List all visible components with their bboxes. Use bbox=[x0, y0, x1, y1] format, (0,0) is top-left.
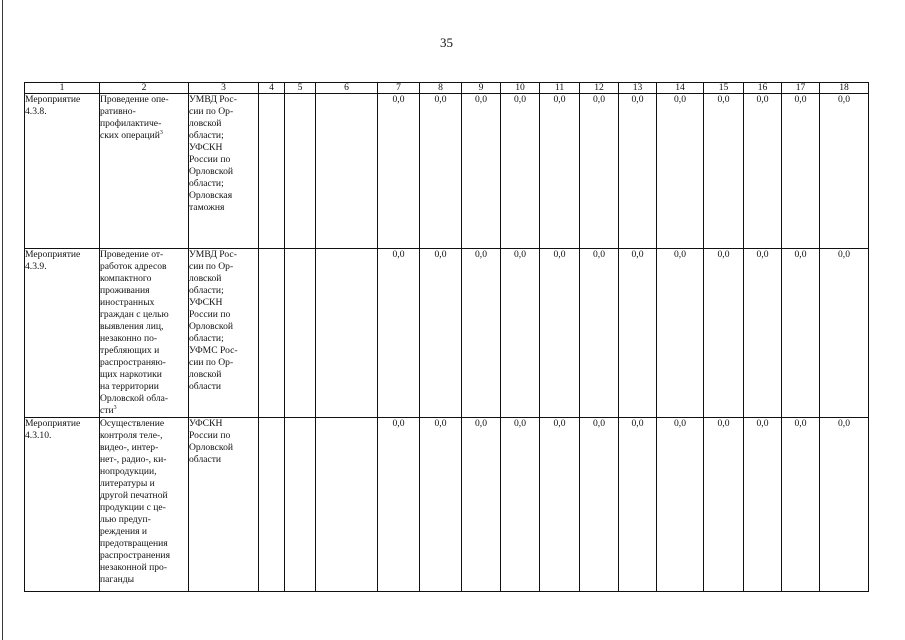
value-cell: 0,0 bbox=[619, 94, 657, 249]
value-cell: 0,0 bbox=[744, 418, 782, 592]
column-number-row bbox=[25, 83, 869, 94]
column-header: 12 bbox=[580, 83, 619, 94]
column-header: 10 bbox=[501, 83, 540, 94]
column-header: 16 bbox=[744, 83, 782, 94]
value-cell: 0,0 bbox=[378, 418, 420, 592]
value-cell: 0,0 bbox=[420, 94, 462, 249]
value-cell: 0,0 bbox=[657, 94, 704, 249]
description-cell: Проведение опе- ративно- профилактиче- ских операций$^3$ bbox=[100, 94, 189, 249]
empty-cell bbox=[259, 94, 285, 249]
column-header: 11 bbox=[540, 83, 580, 94]
value-cell: 0,0 bbox=[462, 94, 501, 249]
value-cell: 0,0 bbox=[704, 249, 744, 418]
measure-cell: Мероприятие 4.3.10. bbox=[25, 418, 100, 592]
measure-cell: Мероприятие 4.3.9. bbox=[25, 249, 100, 418]
value-cell: 0,0 bbox=[580, 94, 619, 249]
value-cell: 0,0 bbox=[820, 418, 869, 592]
value-cell: 0,0 bbox=[580, 418, 619, 592]
table-row bbox=[25, 249, 869, 418]
value-cell: 0,0 bbox=[820, 94, 869, 249]
empty-cell bbox=[285, 249, 316, 418]
empty-cell bbox=[316, 94, 378, 249]
column-header: 13 bbox=[619, 83, 657, 94]
column-header: 17 bbox=[782, 83, 820, 94]
empty-cell bbox=[316, 418, 378, 592]
empty-cell bbox=[259, 418, 285, 592]
value-cell: 0,0 bbox=[619, 418, 657, 592]
column-header: 2 bbox=[100, 83, 189, 94]
description-cell: Проведение от- работок адресов компактного проживания иностранных граждан с целью выявления лиц, незаконно по- требляющих и распространяю- щих наркотики на территории Орловской обла- сти$^3$ bbox=[100, 249, 189, 418]
value-cell: 0,0 bbox=[782, 249, 820, 418]
value-cell: 0,0 bbox=[540, 249, 580, 418]
empty-cell bbox=[259, 249, 285, 418]
value-cell: 0,0 bbox=[744, 249, 782, 418]
column-header: 9 bbox=[462, 83, 501, 94]
table-row bbox=[25, 418, 869, 592]
column-header: 18 bbox=[820, 83, 869, 94]
column-header: 8 bbox=[420, 83, 462, 94]
value-cell: 0,0 bbox=[462, 249, 501, 418]
description-cell: Осуществление контроля теле-, видео-, интер- нет-, радио-, ки- нопродукции, литературы и другой печатной продукции с це- лью предуп- реждения и предотвращения распространения незаконной про- паганды bbox=[100, 418, 189, 592]
value-cell: 0,0 bbox=[501, 94, 540, 249]
value-cell: 0,0 bbox=[420, 249, 462, 418]
footnote-mark: 3 bbox=[159, 130, 163, 136]
value-cell: 0,0 bbox=[540, 94, 580, 249]
footnote-mark: 3 bbox=[113, 405, 117, 411]
value-cell: 0,0 bbox=[378, 94, 420, 249]
page-number: 35 bbox=[440, 35, 453, 50]
measure-cell: Мероприятие 4.3.8. bbox=[25, 94, 100, 249]
value-cell: 0,0 bbox=[501, 249, 540, 418]
value-cell: 0,0 bbox=[657, 418, 704, 592]
value-cell: 0,0 bbox=[619, 249, 657, 418]
budget-table bbox=[24, 82, 869, 592]
column-header: 3 bbox=[189, 83, 259, 94]
empty-cell bbox=[285, 94, 316, 249]
responsible-org-cell: УМВД Рос- сии по Ор- ловской области; УФСКН России по Орловской области; Орловская таможня bbox=[189, 94, 259, 249]
column-header: 4 bbox=[259, 83, 285, 94]
value-cell: 0,0 bbox=[782, 418, 820, 592]
column-header: 14 bbox=[657, 83, 704, 94]
left-edge-line bbox=[2, 0, 3, 640]
column-header: 5 bbox=[285, 83, 316, 94]
value-cell: 0,0 bbox=[704, 418, 744, 592]
column-header: 1 bbox=[25, 83, 100, 94]
responsible-org-cell: УФСКН России по Орловской области bbox=[189, 418, 259, 592]
table-row bbox=[25, 94, 869, 249]
empty-cell bbox=[285, 418, 316, 592]
column-header: 6 bbox=[316, 83, 378, 94]
column-header: 7 bbox=[378, 83, 420, 94]
column-header: 15 bbox=[704, 83, 744, 94]
value-cell: 0,0 bbox=[820, 249, 869, 418]
value-cell: 0,0 bbox=[782, 94, 820, 249]
value-cell: 0,0 bbox=[378, 249, 420, 418]
responsible-org-cell: УМВД Рос- сии по Ор- ловской области; УФСКН России по Орловской области; УФМС Рос- сии по Ор- ловской области bbox=[189, 249, 259, 418]
value-cell: 0,0 bbox=[744, 94, 782, 249]
value-cell: 0,0 bbox=[580, 249, 619, 418]
value-cell: 0,0 bbox=[704, 94, 744, 249]
value-cell: 0,0 bbox=[462, 418, 501, 592]
value-cell: 0,0 bbox=[501, 418, 540, 592]
value-cell: 0,0 bbox=[657, 249, 704, 418]
value-cell: 0,0 bbox=[540, 418, 580, 592]
empty-cell bbox=[316, 249, 378, 418]
value-cell: 0,0 bbox=[420, 418, 462, 592]
